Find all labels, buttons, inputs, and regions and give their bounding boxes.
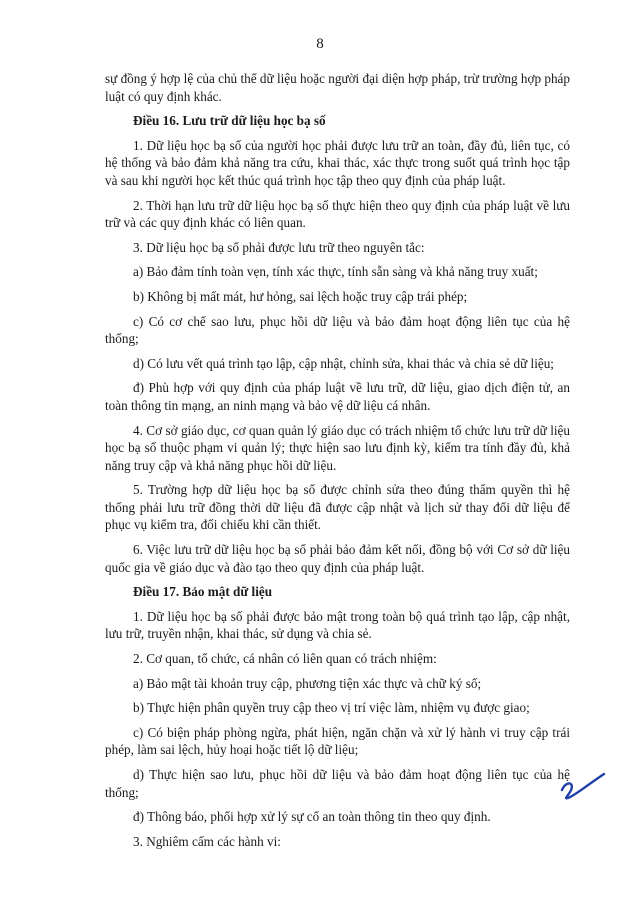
article-heading: Điều 17. Bảo mật dữ liệu [133,584,273,600]
paragraph: d) Có lưu vết quá trình tạo lập, cập nhật, chỉnh sửa, khai thác và chia sẻ dữ liệu; [133,355,554,371]
paragraph: 3. Dữ liệu học bạ số phải được lưu trữ theo nguyên tắc: [133,239,425,255]
paragraph: đ) Phù hợp với quy định của pháp luật về lưu trữ, dữ liệu, giao dịch điện tử, an toàn thông tin mạng, an ninh mạng và bảo vệ dữ liệu cá nhân. [105,380,570,413]
handwritten-initial-mark [552,768,612,804]
paragraph: b) Không bị mất mát, hư hỏng, sai lệch hoặc truy cập trái phép; [133,288,468,304]
paragraph: 4. Cơ sở giáo dục, cơ quan quản lý giáo dục có trách nhiệm tổ chức lưu trữ dữ liệu học bạ số thuộc phạm vi quản lý; thực hiện sao lưu định kỳ, kiểm tra tính đầy đủ, khả năng truy cập và khả năng phục hồi dữ liệu. [105,422,570,473]
paragraph: a) Bảo đảm tính toàn vẹn, tính xác thực, tính sẵn sàng và khả năng truy xuất; [133,264,538,280]
page-number: 8 [316,36,324,52]
paragraph: 2. Cơ quan, tổ chức, cá nhân có liên quan có trách nhiệm: [133,651,437,667]
paragraph: 3. Nghiêm cấm các hành vi: [133,833,281,849]
paragraph: c) Có cơ chế sao lưu, phục hồi dữ liệu và bảo đảm hoạt động liên tục của hệ thống; [105,313,570,347]
paragraph: sự đồng ý hợp lệ của chủ thể dữ liệu hoặc người đại diện hợp pháp, trừ trường hợp pháp luật có quy định khác. [105,71,570,104]
paragraph: 5. Trường hợp dữ liệu học bạ số được chỉnh sửa theo đúng thẩm quyền thì hệ thống phải lưu trữ đồng thời dữ liệu đã được cập nhật và lịch sử thay đổi dữ liệu để phục vụ kiểm tra, đối chiếu khi cần thiết. [105,482,570,533]
paragraph: a) Bảo mật tài khoản truy cập, phương tiện xác thực và chữ ký số; [133,675,482,691]
paragraph: b) Thực hiện phân quyền truy cập theo vị trí việc làm, nhiệm vụ được giao; [133,700,530,716]
paragraph: 1. Dữ liệu học bạ số phải được bảo mật trong toàn bộ quá trình tạo lập, cập nhật, lưu trữ, truyền nhận, khai thác, sử dụng và chia sẻ. [105,608,570,642]
article-heading: Điều 16. Lưu trữ dữ liệu học bạ số [133,113,326,129]
document-body [105,70,570,857]
paragraph: 1. Dữ liệu học bạ số của người học phải được lưu trữ an toàn, đầy đủ, liên tục, có hệ thống và bảo đảm khả năng tra cứu, khai thác, xác thực trong suốt quá trình học tập và sau khi người học kết thúc quá trình học tập theo quy định của pháp luật. [105,137,570,188]
paragraph: d) Thực hiện sao lưu, phục hồi dữ liệu và bảo đảm hoạt động liên tục của hệ thống; [105,767,570,800]
paragraph: đ) Thông báo, phối hợp xử lý sự cố an toàn thông tin theo quy định. [133,809,491,825]
paragraph: 2. Thời hạn lưu trữ dữ liệu học bạ số thực hiện theo quy định của pháp luật về lưu trữ và các quy định khác có liên quan. [105,197,570,231]
paragraph: c) Có biện pháp phòng ngừa, phát hiện, ngăn chặn và xử lý hành vi truy cập trái phép, làm sai lệch, hủy hoại hoặc tiết lộ dữ liệu; [105,724,570,758]
paragraph: 6. Việc lưu trữ dữ liệu học bạ số phải bảo đảm kết nối, đồng bộ với Cơ sở dữ liệu quốc gia về giáo dục và đào tạo theo quy định của pháp luật. [105,542,570,575]
